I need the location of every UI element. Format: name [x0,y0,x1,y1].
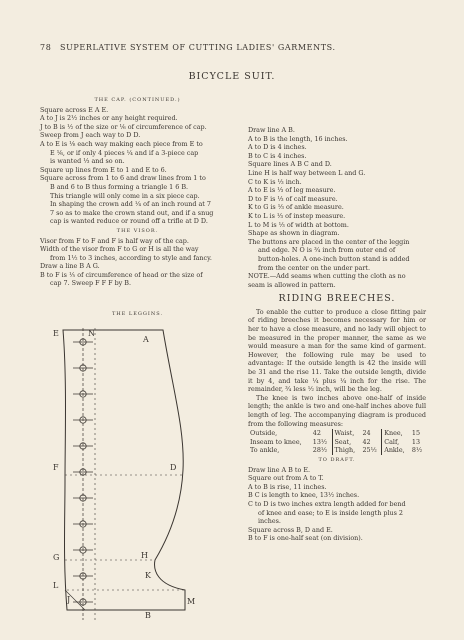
cap-instructions [40,106,235,226]
visor-subheading: THE VISOR. [116,227,159,234]
measure-row [248,438,426,447]
text-line: A to E is ⅛ each way making each piece from E to [40,139,203,148]
riding-breeches-title: RIDING BREECHES. [278,293,396,305]
measure-cell: 42 [312,429,321,438]
text-line: is wanted ⅓ and so on. [50,157,125,166]
section-title: BICYCLE SUIT. [188,71,276,82]
text-line: L to M is ⅓ of width at bottom. [248,220,349,229]
text-line: The buttons are placed in the center of the leggin [248,237,410,246]
measure-row [248,446,426,455]
text-line: Draw a line B A G. [40,262,100,271]
riding-paragraph-1: To enable the cutter to produce a close fitting pair of riding breeches it becomes necessary for him or her to have a close measure, and no lady will object to be measured in the proper manner, the same as we would measure a man for the same kind of garment. However, the following rule may be used to advantage: If the outside length is 42 the inside will be 31 and the rise 11. Take the outside length, divide it by 4, and take ¼ plus ¼ inch for the rise. The remainder, ¾ less ½ inch, will be the leg. [248,307,426,394]
label-g: G [53,553,60,562]
measure-cell: 13½ [312,437,328,446]
diagram-caption: THE LEGGINS. [111,311,164,317]
text-line: K to G is ⅓ of ankle measure. [248,203,344,212]
measure-cell: Thigh, [332,446,360,455]
text-line: from the center on the under part. [258,263,371,272]
measure-cell: 28½ [312,446,328,455]
text-line: C to K is ⅓ inch. [248,177,302,186]
text-line: A to B is rise, 11 inches. [248,482,327,491]
label-j: J [67,595,71,604]
measure-cell: 15 [411,429,421,438]
measures-table [248,429,426,455]
page-number: 78 [40,43,52,52]
text-line: A to J is 2½ inches or any height required. [40,114,178,123]
label-m: M [187,597,196,606]
text-line: Square across B, D and E. [248,525,333,534]
text-line: In shaping the crown add ¼ of an inch round at 7 [50,200,211,209]
text-line: 7 so as to make the crown stand out, and if a snug [50,208,214,217]
text-line: Draw line A B. [248,126,295,134]
text-line: Shape as shown in diagram. [248,229,340,238]
text-line: E ⅙, or if only 4 pieces ¼ and if a 3-piece cap [50,148,199,157]
label-a: A [143,335,149,344]
text-line: A to B is the length, 16 inches. [248,134,348,143]
text-line: Square out from A to T. [248,474,324,483]
leggins-diagram [45,320,235,630]
text-line: B and 6 to B thus forming a triangle 1 6 B. [50,182,189,191]
text-line: K to L is ⅓ of instep measure. [248,211,346,220]
right-column [248,126,426,543]
text-line: seam is allowed in pattern. [248,280,336,289]
riding-paragraph-2: The knee is two inches above one-half of inside length; the ankle is two and one-half inches above full length of leg. The accompanying diagram is produced from the following measures: [248,393,426,428]
leggin-outline [63,330,185,610]
text-line: Width of the visor from F to G or H is all the way [40,245,199,254]
draft-instructions [248,466,426,543]
measure-cell: To ankle, [250,446,280,455]
text-line: NOTE.—Add seams when cutting the cloth as no [248,272,406,281]
page-header [0,43,464,55]
text-line: A to D is 4 inches. [248,143,307,152]
leggin-instructions [248,126,426,289]
text-line: cap 7. Sweep F F F by B. [50,279,132,288]
left-column [40,95,235,288]
label-l: L [53,581,59,590]
text-line: cap is wanted reduce or round off a trifle at D D. [50,217,208,226]
running-title: SUPERLATIVE SYSTEM OF CUTTING LADIES' GARMENTS. [60,43,336,52]
text-line: inches. [258,517,281,526]
label-h: H [141,551,148,560]
measure-cell: 13 [411,437,421,446]
measure-cell: Ankle, [382,446,410,455]
measure-cell: 25½ [362,446,377,455]
text-line: C to D is two inches extra length added for bend [248,499,406,508]
measure-cell: Waist, [332,429,360,438]
text-line: of knee and ease; to E is inside length plus 2 [258,508,403,517]
label-b: B [145,611,151,620]
draft-subheading: TO DRAFT. [318,456,356,463]
text-line: Line H is half way between L and G. [248,168,366,177]
text-line: J to B is ½ of the size or ⅙ of circumference of cap. [40,122,207,131]
cap-subheading: THE CAP. (CONTINUED.) [94,97,181,103]
text-line: D to F is ⅓ of calf measure. [248,194,338,203]
text-line: B to C is 4 inches. [248,151,307,160]
text-line: and edge. N O is ¾ inch from outer end of [258,246,396,255]
measure-cell: Outside, [250,429,278,438]
text-line: Square lines A B C and D. [248,160,332,169]
measure-cell: Knee, [382,429,410,438]
label-e: E [53,329,59,338]
text-line: B C is length to knee, 13½ inches. [248,491,360,500]
measure-cell: Inseam to knee, [250,437,302,446]
text-line: Visor from F to F and F is half way of the cap. [40,236,189,245]
text-line: button-holes. A one-inch button stand is added [258,254,410,263]
text-line: B to F is one-half seat (on division). [248,534,363,543]
label-d: D [170,463,177,472]
measure-row [248,429,426,438]
text-line: This triangle will only come in a six piece cap. [50,191,200,200]
label-f: F [53,463,59,472]
text-line: A to E is ⅓ of leg measure. [248,186,336,195]
measure-cell: 24 [362,429,371,438]
text-line: from 1½ to 3 inches, according to style and fancy. [50,253,212,262]
measure-cell: Seat, [332,438,360,447]
text-line: Square across from 1 to 6 and draw lines from 1 to [40,174,206,183]
text-line: Square across E A E. [40,105,109,114]
text-line: B to F is ⅕ of circumference of head or the size of [40,270,203,279]
measure-cell: Calf, [382,438,410,447]
text-line: Sweep from J each way to D D. [40,131,141,140]
label-n: N [88,329,95,338]
measure-cell: 8½ [411,446,423,455]
measure-cell: 42 [362,437,371,446]
text-line: Square up lines from E to 1 and E to 6. [40,165,167,174]
label-k: K [145,571,151,580]
text-line: Draw line A B to E. [248,465,311,474]
visor-instructions [40,237,235,289]
